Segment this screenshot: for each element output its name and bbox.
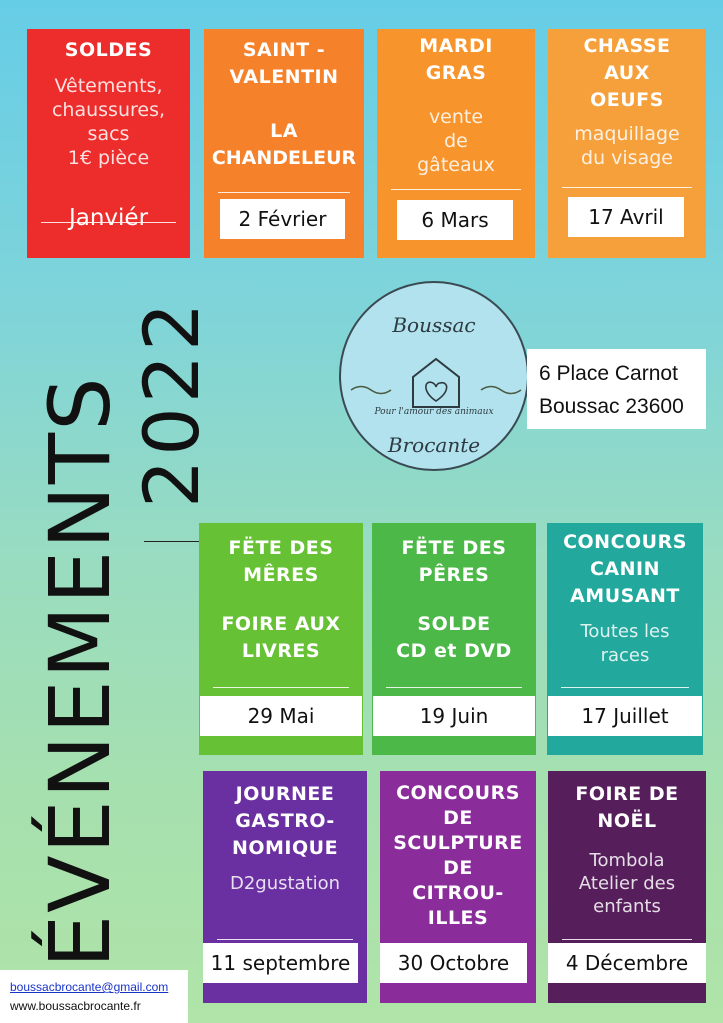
card-subtitle: Toutes les <box>580 621 670 642</box>
website-text: www.boussacbrocante.fr <box>10 999 141 1013</box>
card-fete-des-peres <box>372 523 536 755</box>
contact-box <box>0 970 188 1023</box>
event-date: 6 Mars <box>397 200 513 240</box>
card-subtitle: Atelier des <box>578 873 676 894</box>
card-title: FOIRE AUX <box>221 613 341 635</box>
card-title: SAINT - <box>242 39 326 61</box>
card-title: CITROU- <box>412 882 504 904</box>
card-concours-canin <box>547 523 703 755</box>
divider <box>386 687 522 688</box>
card-title: SCULPTURE <box>393 832 523 854</box>
event-date: 17 Avril <box>568 197 684 237</box>
event-date: 17 Juillet <box>548 696 702 736</box>
logo <box>339 281 529 471</box>
card-title: SOLDE <box>417 613 491 635</box>
card-title: CONCOURS <box>563 531 687 553</box>
divider <box>218 192 350 193</box>
card-title: SOLDES <box>64 39 153 61</box>
address-line: Boussac 23600 <box>539 395 684 418</box>
event-date: 29 Mai <box>200 696 362 736</box>
card-subtitle: du visage <box>581 147 673 169</box>
house-heart-icon <box>341 355 531 415</box>
address-line: 6 Place Carnot <box>539 362 678 385</box>
event-date: Janviér <box>68 205 149 231</box>
card-title: CONCOURS <box>396 782 520 804</box>
card-fete-des-meres <box>199 523 363 755</box>
card-chasse-aux-oeufs <box>548 29 706 258</box>
card-title: LA <box>270 120 298 142</box>
card-title: MARDI <box>419 35 493 57</box>
divider <box>391 189 521 190</box>
card-subtitle: sacs <box>87 123 130 145</box>
card-subtitle: D2gustation <box>229 873 341 894</box>
card-title: JOURNEE <box>235 783 335 805</box>
address-box <box>527 349 706 429</box>
card-foire-de-noel <box>548 771 706 1003</box>
card-title: FOIRE DE <box>575 783 679 805</box>
card-title: OEUFS <box>590 89 664 111</box>
card-subtitle: de <box>444 130 468 152</box>
card-title: CHASSE <box>583 35 671 57</box>
card-saint-valentin <box>204 29 364 258</box>
card-subtitle: 1€ pièce <box>67 147 150 169</box>
card-title: CHANDELEUR <box>211 147 357 169</box>
card-journee-gastronomique <box>203 771 367 1003</box>
card-title: CD et DVD <box>396 640 512 662</box>
card-title: VALENTIN <box>229 66 339 88</box>
card-subtitle: races <box>600 645 650 666</box>
logo-tagline: Pour l'amour des animaux <box>374 407 494 417</box>
card-subtitle: enfants <box>593 896 661 917</box>
card-subtitle: Tombola <box>589 850 665 871</box>
card-subtitle: maquillage <box>574 123 680 145</box>
card-subtitle: vente <box>428 106 484 128</box>
card-title: DE <box>443 807 473 829</box>
card-concours-citrouilles <box>380 771 536 1003</box>
card-subtitle: gâteaux <box>417 154 495 176</box>
event-date: 30 Octobre <box>380 943 527 983</box>
card-title: NOËL <box>597 810 657 832</box>
heading-year: 2022 <box>127 298 216 508</box>
divider <box>562 939 692 940</box>
card-soldes <box>27 29 190 258</box>
divider <box>217 939 353 940</box>
card-title: AMUSANT <box>570 585 680 607</box>
event-date: 4 Décembre <box>548 943 706 983</box>
card-title: GRAS <box>425 62 487 84</box>
divider <box>144 541 202 542</box>
card-title: MÊRES <box>243 564 319 586</box>
card-title: NOMIQUE <box>231 837 339 859</box>
event-date: 2 Février <box>220 199 345 239</box>
card-title: DE <box>443 857 473 879</box>
divider <box>562 187 692 188</box>
logo-bottom-text: Brocante <box>387 433 481 457</box>
card-subtitle: chaussures, <box>51 99 166 121</box>
card-mardi-gras <box>377 29 535 258</box>
event-date: 11 septembre <box>203 943 358 983</box>
card-title: FËTE DES <box>401 537 507 559</box>
card-title: ILLES <box>427 907 489 929</box>
card-title: CANIN <box>589 558 661 580</box>
divider <box>213 687 349 688</box>
card-title: PÊRES <box>418 564 490 586</box>
divider <box>561 687 689 688</box>
card-title: LIVRES <box>241 640 321 662</box>
logo-top-text: Boussac <box>392 313 476 337</box>
email-link[interactable]: boussacbrocante@gmail.com <box>10 980 169 994</box>
card-title: GASTRO- <box>235 810 335 832</box>
card-subtitle: Vêtements, <box>54 75 163 97</box>
card-title: FËTE DES <box>228 537 334 559</box>
heading-events: ÉVÉNEMENTS <box>31 375 129 968</box>
card-title: AUX <box>604 62 650 84</box>
event-date: 19 Juin <box>373 696 535 736</box>
